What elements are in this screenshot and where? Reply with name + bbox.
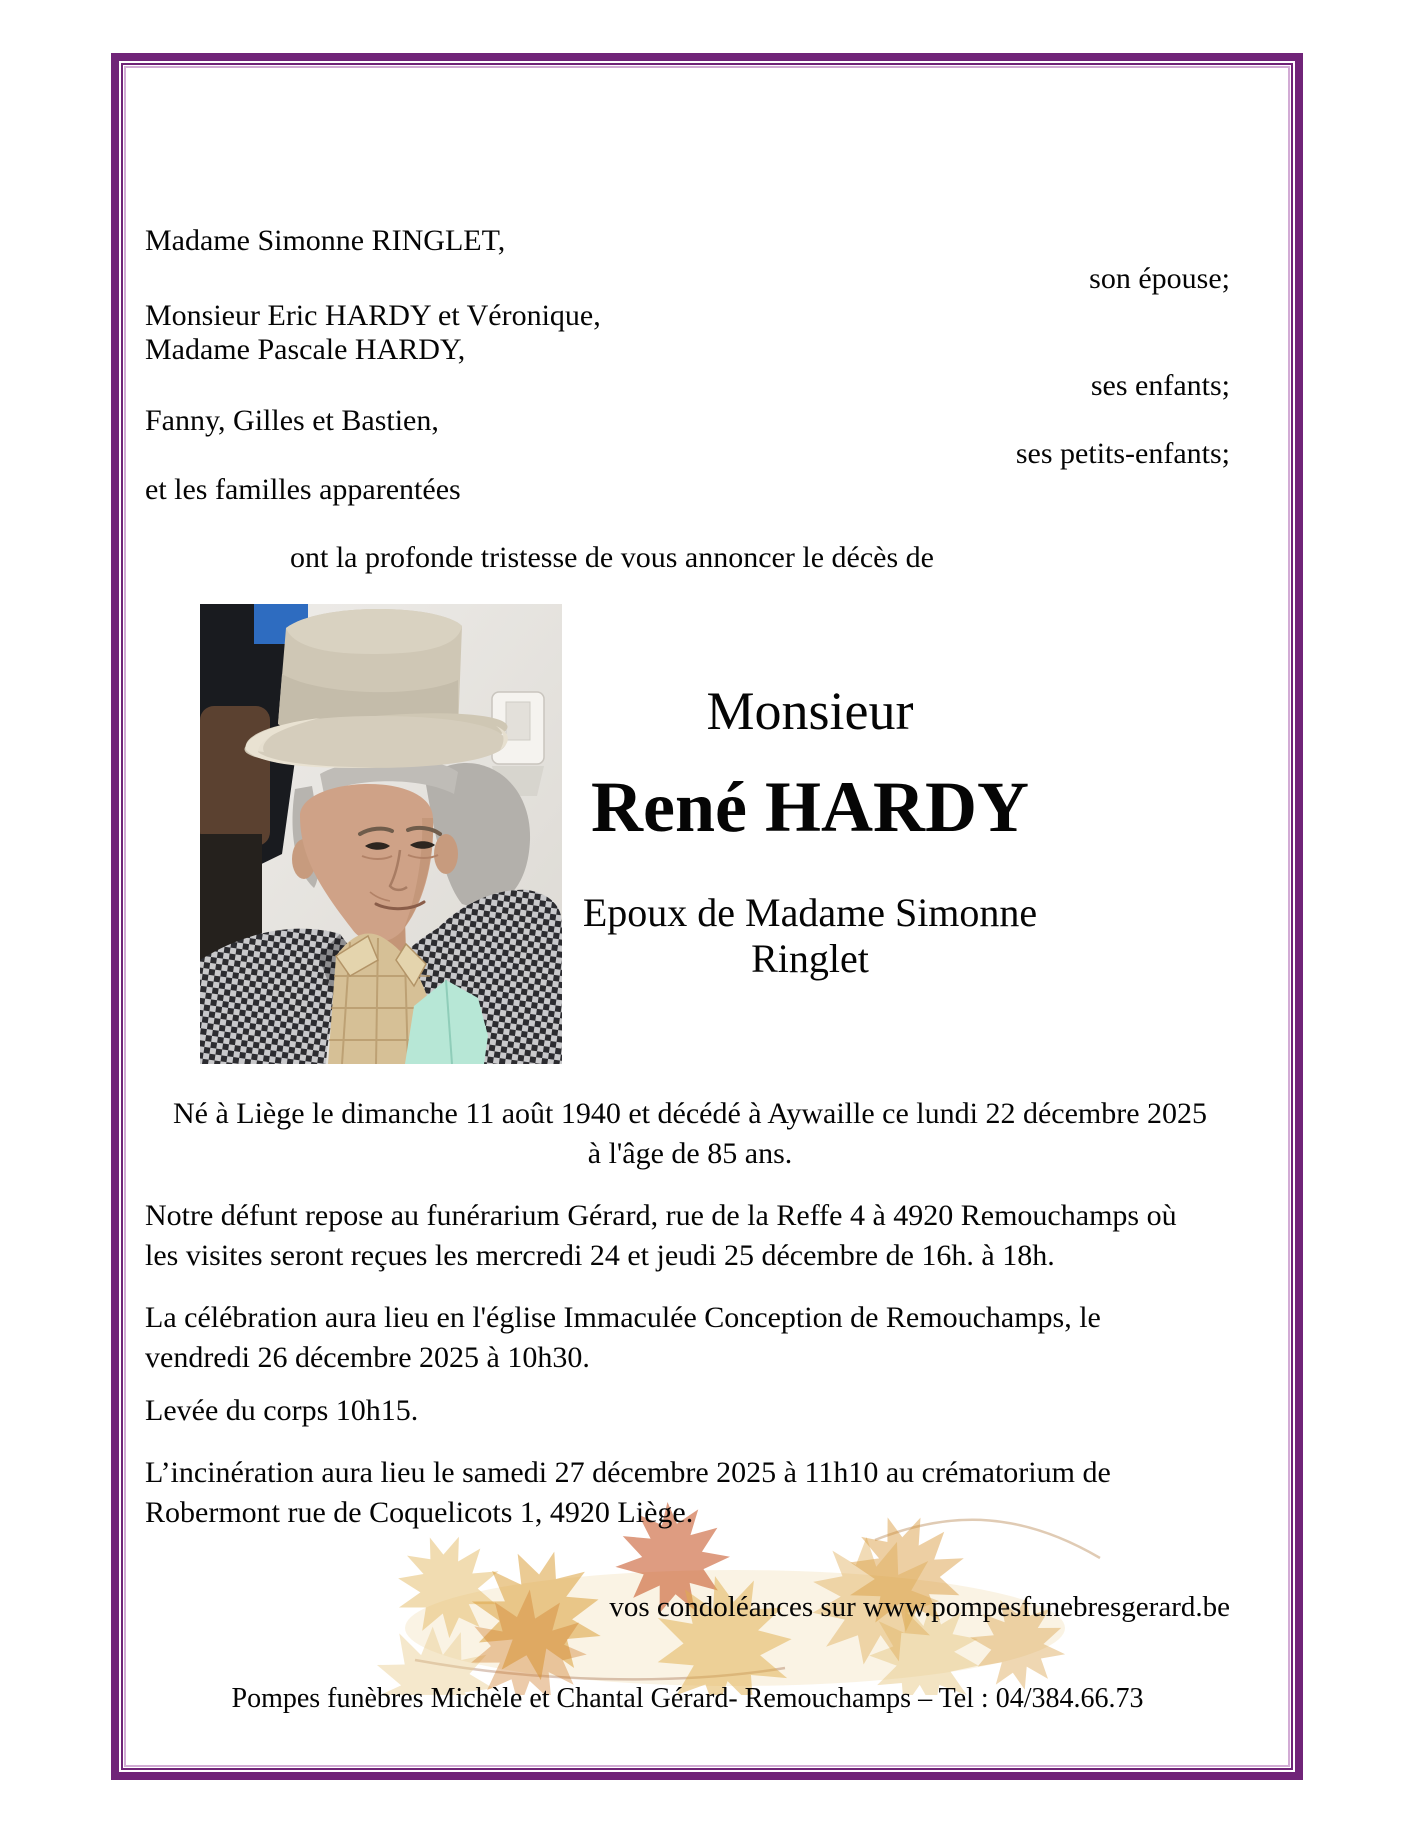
deceased-subtitle: Epoux de Madame Simonne Ringlet xyxy=(582,890,1038,981)
repose-paragraph xyxy=(145,1196,1235,1276)
announcement-line: ont la profonde tristesse de vous annoncer le décès de xyxy=(290,541,934,574)
levee-paragraph xyxy=(145,1391,1235,1431)
relation-children-label: ses enfants; xyxy=(1090,369,1230,402)
cremation-paragraph xyxy=(145,1453,1235,1533)
family-grandchildren-line: Fanny, Gilles et Bastien, xyxy=(145,404,439,437)
footer-line: Pompes funèbres Michèle et Chantal Gérard- Remouchamps – Tel : 04/384.66.73 xyxy=(231,1683,1144,1714)
cremation-line-2: Robermont rue de Coquelicots 1, 4920 Liège. xyxy=(145,1496,694,1529)
relation-wife-label: son épouse; xyxy=(1089,262,1230,295)
repose-line-2: les visites seront reçues les mercredi 24 et jeudi 25 décembre de 16h. à 18h. xyxy=(145,1239,1055,1272)
deceased-name: René HARDY xyxy=(591,767,1029,847)
family-children-line-2: Madame Pascale HARDY, xyxy=(145,333,466,366)
celebration-line-1: La célébration aura lieu en l'église Immaculée Conception de Remouchamps, le xyxy=(145,1301,1101,1334)
cremation-line-1: L’incinération aura lieu le samedi 27 décembre 2025 à 11h10 au crématorium de xyxy=(145,1456,1111,1489)
birth-death-line-2: à l'âge de 85 ans. xyxy=(587,1137,793,1170)
birth-death-line-1: Né à Liège le dimanche 11 août 1940 et décédé à Aywaille ce lundi 22 décembre 2025 xyxy=(172,1097,1208,1130)
celebration-line-2: vendredi 26 décembre 2025 à 10h30. xyxy=(145,1341,590,1374)
birth-death-paragraph xyxy=(145,1094,1235,1174)
portrait-photo xyxy=(200,604,562,1064)
relation-grandchildren-label: ses petits-enfants; xyxy=(1015,437,1230,470)
repose-line-1: Notre défunt repose au funérarium Gérard, rue de la Reffe 4 à 4920 Remouchamps où xyxy=(145,1199,1177,1232)
family-families-line: et les familles apparentées xyxy=(145,473,461,506)
family-wife-line: Madame Simonne RINGLET, xyxy=(145,224,506,257)
condolences-line: vos condoléances sur www.pompesfunebresgerard.be xyxy=(609,1591,1230,1623)
levee-line-1: Levée du corps 10h15. xyxy=(145,1394,419,1427)
family-children-line-1: Monsieur Eric HARDY et Véronique, xyxy=(145,299,601,332)
deceased-title: Monsieur xyxy=(706,681,914,741)
celebration-paragraph xyxy=(145,1298,1235,1378)
